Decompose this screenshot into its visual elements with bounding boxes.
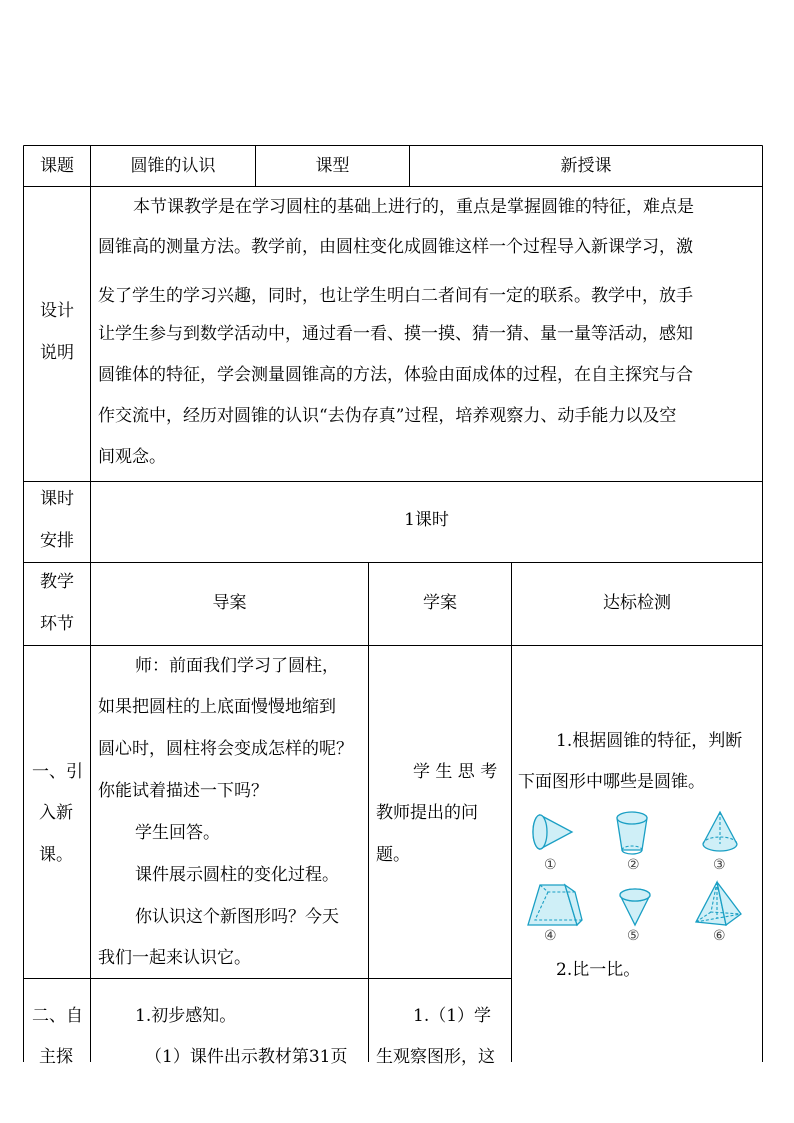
design-text-line: 本节课教学是在学习圆柱的基础上进行的，重点是掌握圆锥的特征，难点是: [133, 197, 694, 217]
section2-study-line: 1.（1）学: [413, 1006, 492, 1026]
figure-2-frustum-icon: [617, 812, 647, 854]
figure-label: ⑤: [627, 928, 640, 944]
schedule-label-line1: 课时: [40, 489, 74, 509]
figure-6-pyramid-icon: [696, 882, 741, 925]
section1-guide-line: 你能试着描述一下吗？: [98, 781, 268, 801]
type-label: 课型: [315, 156, 350, 176]
section1-study-line: 学 生 思 考: [413, 762, 498, 782]
design-text-line: 圆锥体的特征，学会测量圆锥高的方法，体验由面成体的过程，在自主探究与合: [98, 365, 693, 385]
figure-label: ⑥: [713, 928, 726, 944]
section1-guide-line: 圆心时，圆柱将会变成怎样的呢？: [98, 739, 353, 759]
section1-guide-line: 师：前面我们学习了圆柱，: [135, 656, 339, 676]
test-question2: 2.比一比。: [556, 960, 641, 980]
schedule-value: 1课时: [404, 510, 449, 530]
design-text-line: 间观念。: [98, 447, 166, 467]
section1-study-line: 教师提出的问: [376, 803, 478, 823]
design-text-line: 让学生参与到数学活动中，通过看一看、摸一摸、猜一猜、量一量等活动，感知: [98, 324, 693, 344]
test-header: 达标检测: [603, 593, 671, 613]
section2-guide-line: （1）课件出示教材第31页: [145, 1047, 348, 1067]
section2-stage-line: 主探: [39, 1047, 73, 1067]
section1-stage-line: 一、引: [32, 762, 83, 782]
design-label-line1: 设计: [40, 301, 74, 321]
figure-1-sideways-cone-icon: [533, 815, 572, 849]
section1-stage-line: 入新: [39, 803, 73, 823]
section1-guide-line: 课件展示圆柱的变化过程。: [135, 865, 339, 885]
figure-4-prism-frustum-icon: [528, 885, 582, 925]
design-text-line: 作交流中，经历对圆锥的认识“去伪存真”过程，培养观察力、动手能力以及空: [98, 406, 677, 426]
section1-stage-line: 课。: [39, 845, 73, 865]
section2-stage-line: 二、自: [32, 1006, 83, 1026]
figure-label: ④: [544, 928, 557, 944]
test-question1-line2: 下面图形中哪些是圆锥。: [518, 772, 705, 792]
course-title: 圆锥的认识: [130, 156, 216, 176]
design-text-line: 发了学生的学习兴趣，同时，也让学生明白二者间有一定的联系。教学中，放手: [98, 286, 693, 306]
test-question1-line1: 1.根据圆锥的特征，判断: [556, 731, 743, 751]
course-label: 课题: [40, 156, 74, 176]
schedule-label-line2: 安排: [40, 531, 74, 551]
design-text-line: 圆锥高的测量方法。教学前，由圆柱变化成圆锥这样一个过程导入新课学习，激: [98, 237, 693, 257]
section1-guide-line: 你认识这个新图形吗？今天: [135, 907, 339, 927]
design-label-line2: 说明: [40, 343, 74, 363]
figure-5-inverted-cone-icon: [620, 889, 650, 925]
stage-header-line1: 教学: [40, 572, 74, 592]
study-header: 学案: [423, 593, 457, 613]
section1-guide-line: 学生回答。: [135, 823, 220, 843]
section1-study-line: 题。: [376, 845, 410, 865]
section2-study-line: 生观察图形，这: [376, 1047, 495, 1067]
figure-3-upright-cone-icon: [703, 812, 737, 851]
section1-guide-line: 我们一起来认识它。: [98, 948, 251, 968]
figure-label: ②: [627, 857, 640, 873]
figure-label: ③: [713, 857, 726, 873]
section2-guide-line: 1.初步感知。: [135, 1006, 237, 1026]
section1-guide-line: 如果把圆柱的上底面慢慢地缩到: [98, 697, 336, 717]
figure-label: ①: [544, 857, 557, 873]
stage-header-line2: 环节: [40, 614, 74, 634]
type-value: 新授课: [560, 156, 612, 176]
guide-header: 导案: [212, 593, 247, 613]
